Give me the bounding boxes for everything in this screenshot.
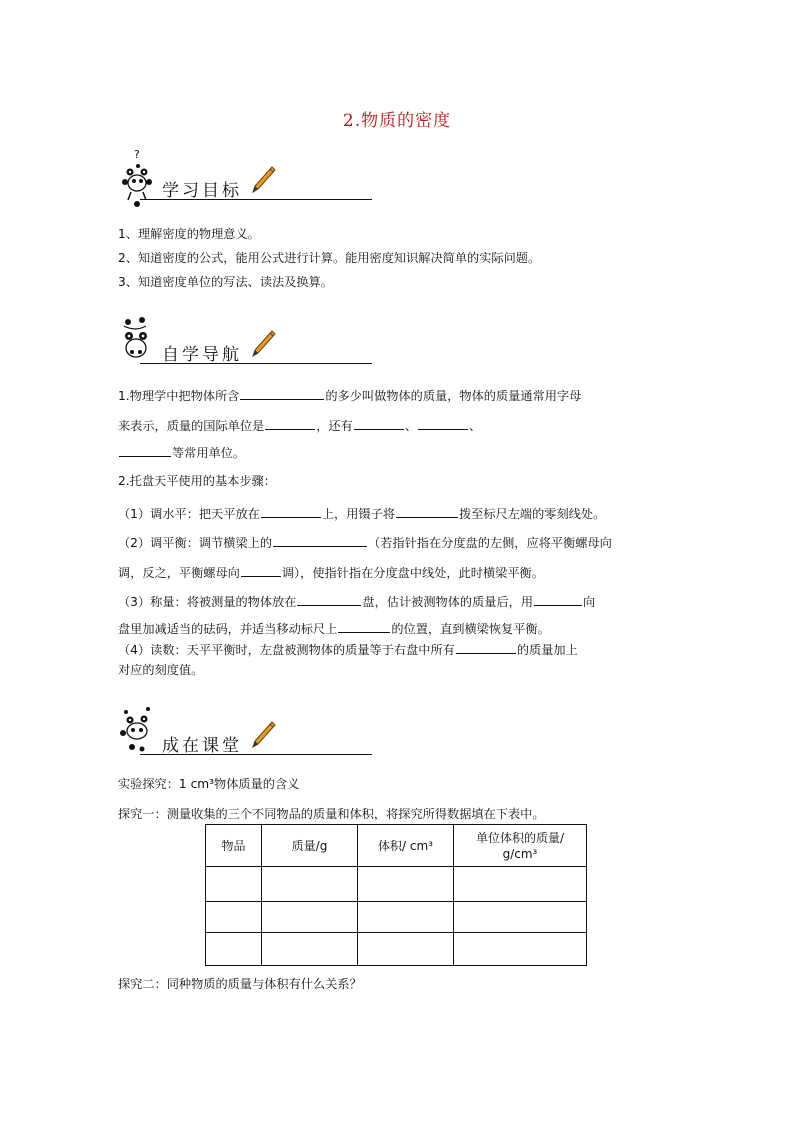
fill-blank[interactable] (418, 416, 468, 430)
section-title-self-study: 自学导航 (162, 345, 242, 365)
table-cell[interactable] (262, 933, 358, 966)
section-header-goals (118, 148, 288, 218)
fill-blank[interactable] (241, 563, 281, 577)
question-mascot-icon (118, 148, 168, 216)
section-header-classroom (118, 703, 288, 773)
svg-text:?: ? (134, 148, 140, 161)
nav-q1-line3: 等常用单位。 (118, 443, 678, 461)
fill-blank[interactable] (240, 386, 324, 400)
nav-step2-line2: 调，反之，平衡螺母向 调），使指针指在分度盘中线处，此时横梁平衡。 (118, 563, 678, 581)
nav-step1: （1）调水平：把天平放在 上，用镊子将 拨至标尺左端的零刻线处。 (118, 504, 678, 522)
nav-step3-line2: 盘里加减适当的砝码，并适当移动标尺上 的位置，直到横梁恢复平衡。 (118, 619, 678, 637)
table-cell[interactable] (454, 902, 587, 933)
pencil-icon (250, 329, 276, 359)
table-cell[interactable] (206, 867, 262, 902)
table-cell[interactable] (454, 867, 587, 902)
nav-step4-line2: 对应的刻度值。 (118, 663, 204, 677)
fill-blank[interactable] (265, 416, 315, 430)
nav-q2: 2.托盘天平使用的基本步骤： (118, 474, 276, 488)
data-table (205, 824, 587, 966)
section-title-classroom: 成在课堂 (162, 736, 242, 756)
page-title: 2.物质的密度 (342, 111, 452, 131)
table-cell[interactable] (262, 902, 358, 933)
table-cell[interactable] (358, 867, 454, 902)
nav-step3-line1: （3）称量：将被测量的物体放在 盘，估计被测物体的质量后，用 向 (118, 592, 678, 610)
table-row (206, 933, 587, 966)
table-cell[interactable] (262, 867, 358, 902)
fill-blank[interactable] (338, 619, 390, 633)
table-cell[interactable] (206, 933, 262, 966)
goal-item-2: 2、知道密度的公式，能用公式进行计算。能用密度知识解决简单的实际问题。 (118, 251, 541, 265)
class-experiment: 实验探究：1 cm³物体质量的含义 (118, 777, 300, 791)
table-cell[interactable] (358, 933, 454, 966)
fill-blank[interactable] (261, 504, 321, 518)
class-inquiry-1: 探究一：测量收集的三个不同物品的质量和体积，将探究所得数据填在下表中。 (118, 807, 545, 821)
fill-blank[interactable] (273, 533, 367, 547)
table-cell[interactable] (454, 933, 587, 966)
nav-q1-line1: 1.物理学中把物体所含 的多少叫做物体的质量，物体的质量通常用字母 (118, 386, 678, 404)
goal-item-1: 1、理解密度的物理意义。 (118, 227, 260, 241)
table-cell[interactable] (358, 902, 454, 933)
table-header: 单位体积的质量/ g/cm³ (454, 825, 587, 867)
table-header: 物品 (206, 825, 262, 867)
table-cell[interactable] (206, 902, 262, 933)
fill-blank[interactable] (396, 504, 458, 518)
pencil-icon (250, 165, 276, 195)
table-row (206, 867, 587, 902)
nav-step2-line1: （2）调平衡：调节横梁上的 （若指针指在分度盘的左侧，应将平衡螺母向 (118, 533, 678, 551)
fill-blank[interactable] (297, 592, 361, 606)
class-inquiry-2: 探究二：同种物质的质量与体积有什么关系？ (118, 977, 362, 991)
fill-blank[interactable] (534, 592, 582, 606)
table-header: 体积/ cm³ (358, 825, 454, 867)
fill-blank[interactable] (456, 640, 516, 654)
mascot-icon (118, 312, 168, 376)
table-header-row (206, 825, 587, 867)
section-header-self-study (118, 312, 288, 382)
pencil-icon (250, 720, 276, 750)
table-header: 质量/g (262, 825, 358, 867)
fill-blank[interactable] (354, 416, 404, 430)
nav-q1-line2: 来表示，质量的国际单位是 ，还有 、 、 (118, 416, 678, 434)
nav-step4-line1: （4）读数：天平平衡时，左盘被测物体的质量等于右盘中所有 的质量加上 (118, 640, 678, 658)
fill-blank[interactable] (119, 443, 171, 457)
table-row (206, 902, 587, 933)
section-title-goals: 学习目标 (162, 181, 242, 201)
goal-item-3: 3、知道密度单位的写法、读法及换算。 (118, 275, 333, 289)
